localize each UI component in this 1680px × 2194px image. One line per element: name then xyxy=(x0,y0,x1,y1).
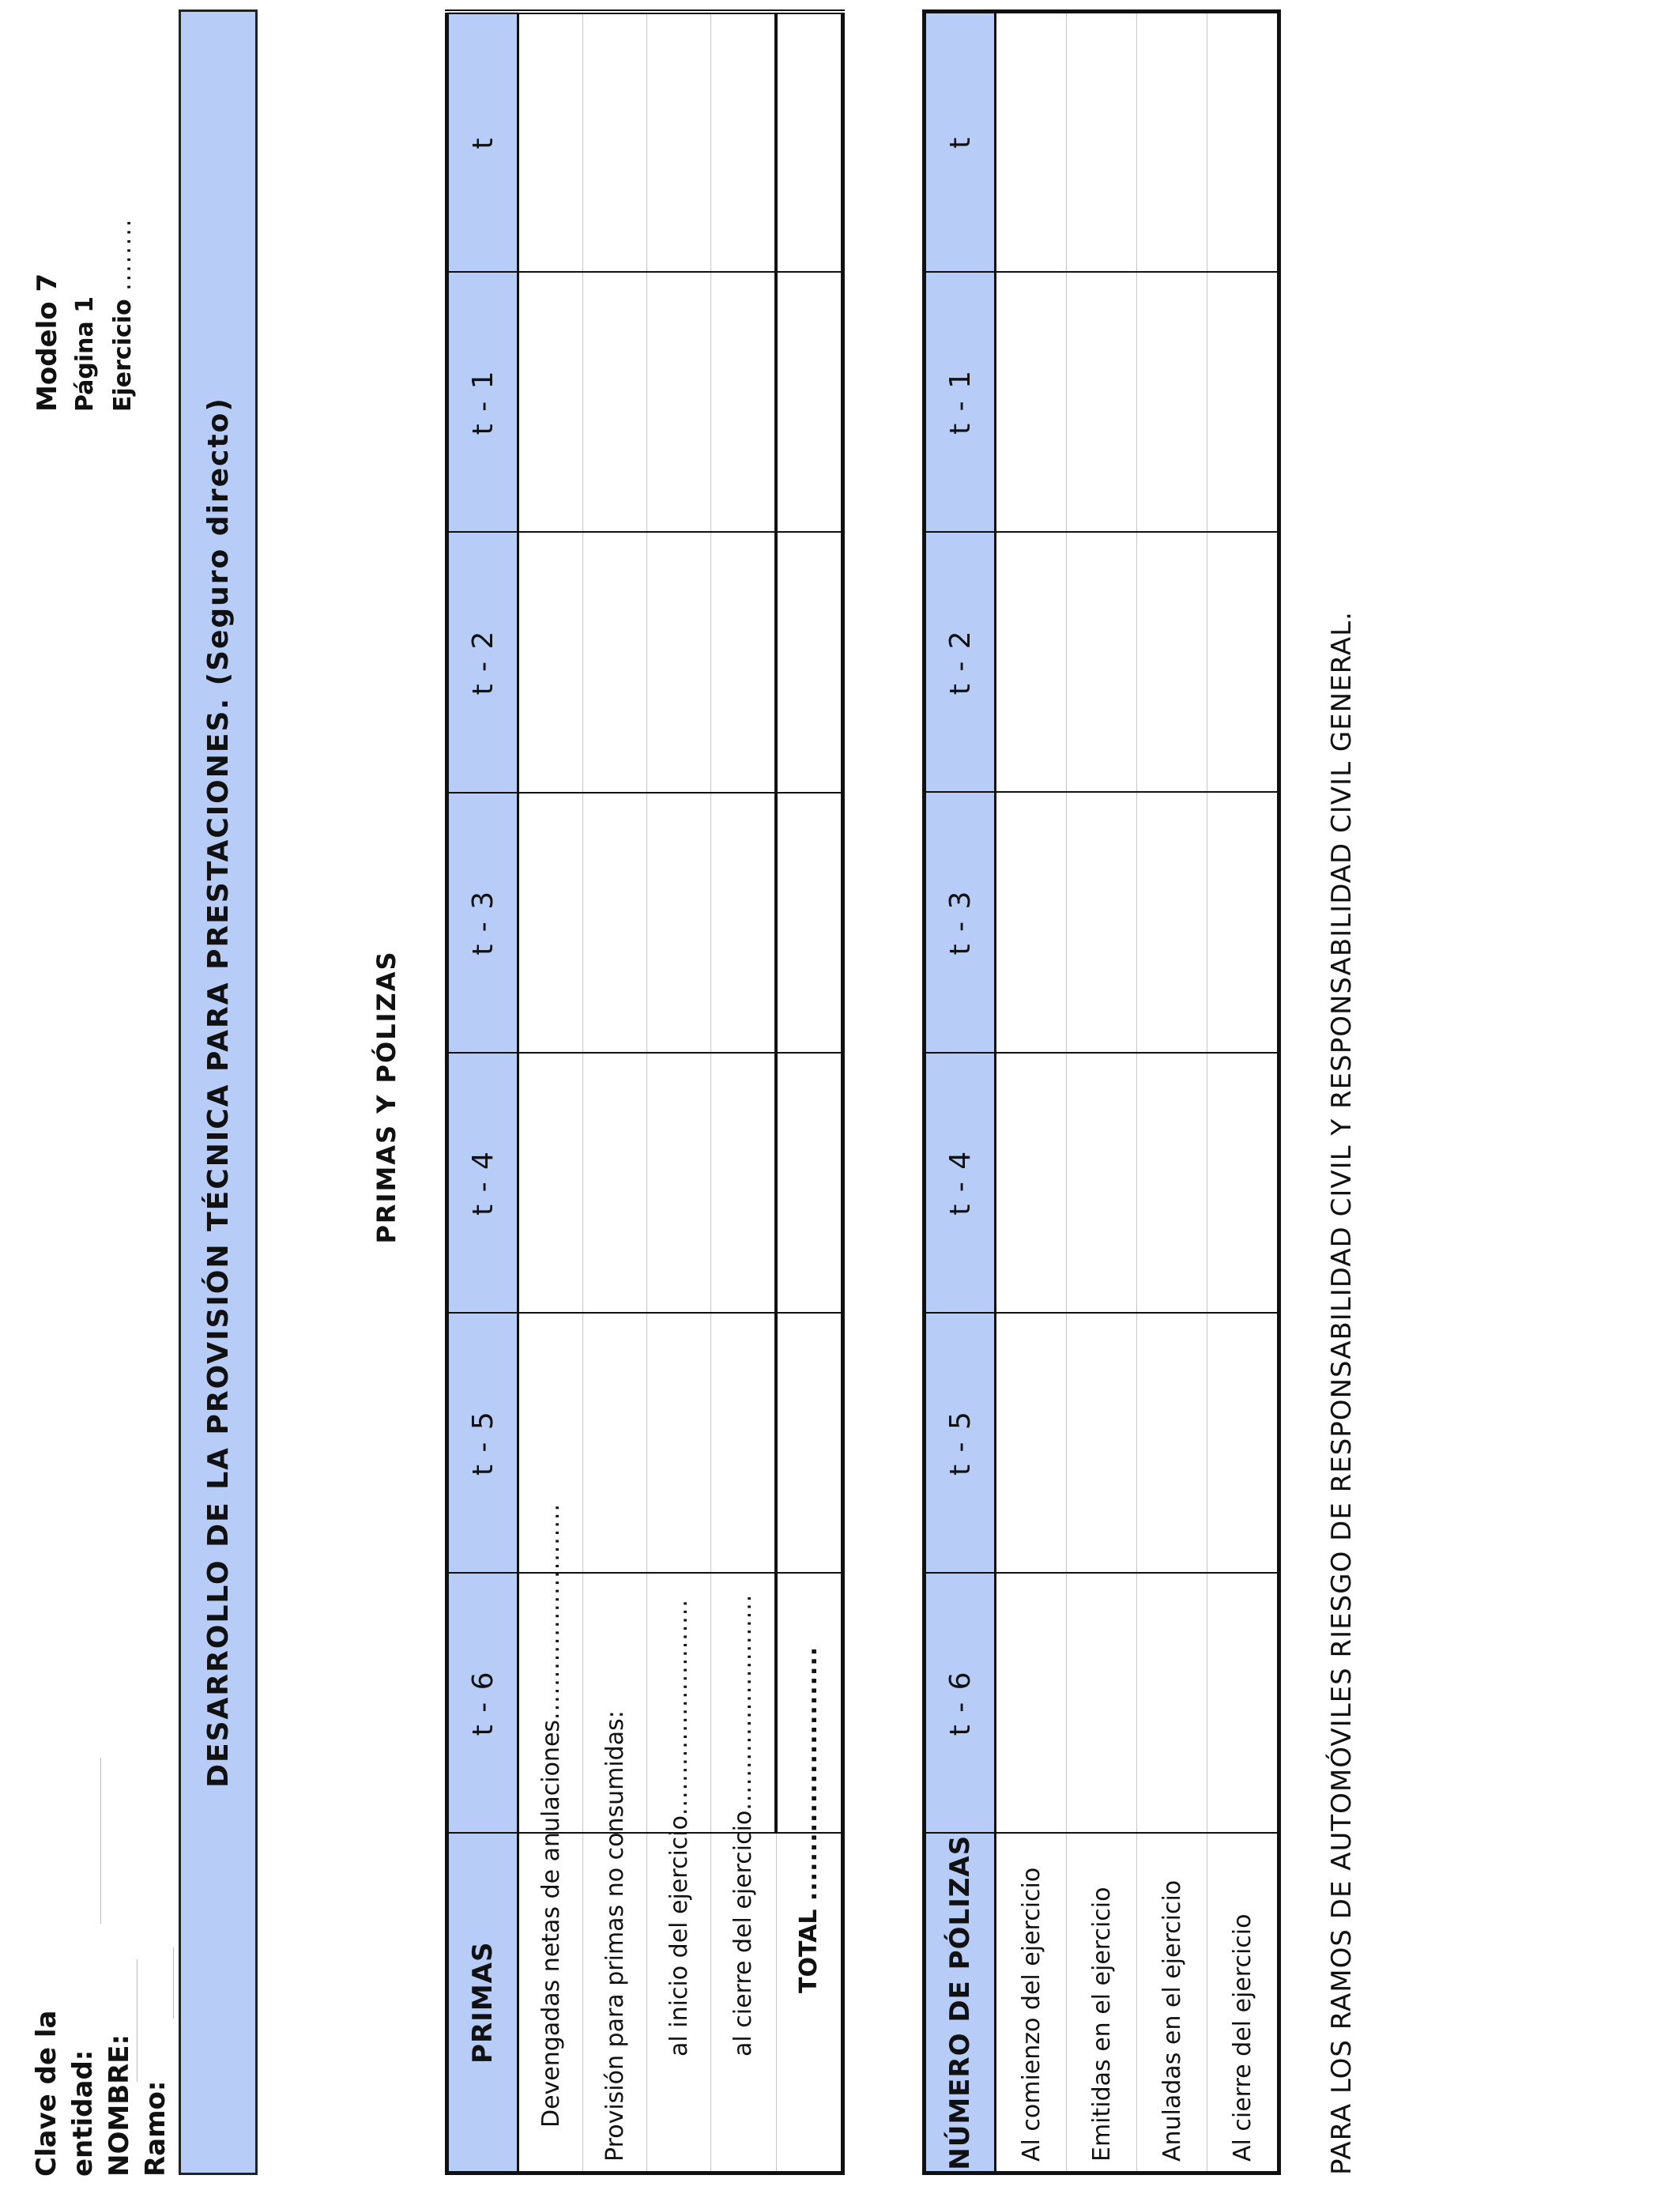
data-cell[interactable] xyxy=(1137,532,1207,792)
table-row xyxy=(518,12,583,2173)
data-cell[interactable] xyxy=(1067,1313,1137,1573)
data-cell[interactable] xyxy=(776,793,843,1053)
column-header-period: t - 3 xyxy=(447,793,518,1053)
data-cell[interactable] xyxy=(1207,1053,1279,1313)
data-cell[interactable] xyxy=(518,12,583,272)
nombre-label: NOMBRE: xyxy=(104,2034,135,2177)
section-title: PRIMAS Y PÓLIZAS xyxy=(371,950,401,1244)
ramo-label: Ramo: xyxy=(140,2080,171,2177)
data-cell[interactable] xyxy=(518,532,583,792)
data-cell[interactable] xyxy=(1067,532,1137,792)
data-cell[interactable] xyxy=(518,793,583,1053)
table-row xyxy=(647,12,711,2173)
data-cell[interactable] xyxy=(647,1313,711,1573)
pagina-label: Página 1 xyxy=(71,296,99,412)
data-cell[interactable] xyxy=(996,272,1067,532)
column-header-period: t - 4 xyxy=(447,1053,518,1313)
data-cell[interactable] xyxy=(647,793,711,1053)
data-cell[interactable] xyxy=(647,272,711,532)
data-cell[interactable] xyxy=(711,272,777,532)
data-cell[interactable] xyxy=(996,532,1067,792)
data-cell[interactable] xyxy=(1137,1573,1207,1833)
table-row xyxy=(711,12,777,2173)
data-cell[interactable] xyxy=(776,1053,843,1313)
row-label: Provisión para primas no consumidas: xyxy=(601,1710,629,2162)
data-cell[interactable] xyxy=(996,1573,1067,1833)
data-cell[interactable] xyxy=(996,12,1067,272)
column-header-period: t - 5 xyxy=(447,1313,518,1573)
data-cell[interactable] xyxy=(1067,1573,1137,1833)
data-cell[interactable] xyxy=(711,1313,777,1573)
column-header-period: t - 4 xyxy=(925,1053,996,1313)
data-cell[interactable] xyxy=(776,1313,843,1573)
data-cell[interactable] xyxy=(1137,272,1207,532)
data-cell[interactable] xyxy=(1207,12,1279,272)
table-header-row xyxy=(925,12,996,2173)
data-cell[interactable] xyxy=(1067,792,1137,1052)
data-cell[interactable] xyxy=(1137,792,1207,1052)
column-header-period: t - 3 xyxy=(925,792,996,1052)
entity-header xyxy=(28,1758,174,2177)
data-cell[interactable] xyxy=(711,532,777,792)
column-header-period: t - 2 xyxy=(447,532,518,792)
data-cell[interactable] xyxy=(776,272,843,532)
column-header-polizas: NÚMERO DE PÓLIZAS xyxy=(925,1834,996,2173)
data-cell[interactable] xyxy=(1207,272,1279,532)
column-header-primas: PRIMAS xyxy=(447,1834,518,2173)
leader-dots: .......................... xyxy=(665,1599,693,1816)
data-cell[interactable] xyxy=(518,1053,583,1313)
table-row xyxy=(996,12,1067,2173)
data-cell[interactable] xyxy=(1137,1053,1207,1313)
data-cell[interactable] xyxy=(1067,12,1137,272)
data-cell[interactable] xyxy=(583,12,647,272)
data-cell[interactable] xyxy=(1137,1313,1207,1573)
column-header-period: t xyxy=(925,12,996,272)
data-cell[interactable] xyxy=(1207,792,1279,1052)
ramo-field[interactable] xyxy=(146,1947,174,2019)
table-row xyxy=(1137,12,1207,2173)
clave-label: Clave de la entidad: xyxy=(31,2010,99,2177)
leader-dots: .......................... xyxy=(729,1593,758,1811)
table-row xyxy=(776,12,843,2173)
footnote: PARA LOS RAMOS DE AUTOMÓVILES RIESGO DE RESPONSABILIDAD CIVIL Y RESPONSABILIDAD CIVIL GENERAL. xyxy=(1326,611,1358,2175)
clave-field[interactable] xyxy=(73,1758,101,1924)
table-row xyxy=(1067,12,1137,2173)
data-cell[interactable] xyxy=(1207,1573,1279,1833)
table-row xyxy=(1207,12,1279,2173)
data-cell[interactable] xyxy=(583,793,647,1053)
data-cell[interactable] xyxy=(1137,12,1207,272)
column-header-period: t - 2 xyxy=(925,532,996,792)
data-cell[interactable] xyxy=(1207,1313,1279,1573)
row-label: al inicio del ejercicio xyxy=(665,1815,693,2056)
model-header xyxy=(28,218,142,412)
data-cell[interactable] xyxy=(776,532,843,792)
row-label: Al cierre del ejercicio xyxy=(1228,1913,1256,2162)
data-cell[interactable] xyxy=(1067,1053,1137,1313)
data-cell[interactable] xyxy=(776,12,843,272)
data-cell[interactable] xyxy=(518,272,583,532)
leader-dots: .......................... xyxy=(537,1503,565,1720)
column-header-period: t xyxy=(447,12,518,272)
data-cell[interactable] xyxy=(711,12,777,272)
data-cell[interactable] xyxy=(1207,532,1279,792)
data-cell[interactable] xyxy=(1067,272,1137,532)
column-header-period: t - 1 xyxy=(447,272,518,532)
ejercicio-label: Ejercicio xyxy=(109,299,137,412)
polizas-table xyxy=(922,9,1281,2175)
row-label: Anuladas en el ejercicio xyxy=(1158,1879,1186,2162)
row-label: al cierre del ejercicio xyxy=(729,1810,758,2056)
data-cell[interactable] xyxy=(996,1053,1067,1313)
data-cell[interactable] xyxy=(583,1313,647,1573)
page-title: DESARROLLO DE LA PROVISIÓN TÉCNICA PARA PRESTACIONES. (Seguro directo) xyxy=(179,9,258,2175)
data-cell[interactable] xyxy=(583,1053,647,1313)
row-label: Emitidas en el ejercicio xyxy=(1087,1887,1116,2162)
modelo-label: Modelo 7 xyxy=(32,273,63,412)
column-header-period: t - 6 xyxy=(447,1573,518,1833)
row-label: Devengadas netas de anulaciones xyxy=(537,1719,565,2128)
data-cell[interactable] xyxy=(647,12,711,272)
data-cell[interactable] xyxy=(996,1313,1067,1573)
data-cell[interactable] xyxy=(647,532,711,792)
column-header-period: t - 6 xyxy=(925,1573,996,1833)
table-header-row xyxy=(447,12,518,2173)
data-cell[interactable] xyxy=(647,1053,711,1313)
ejercicio-field[interactable]: ........ xyxy=(109,217,137,291)
column-header-period: t - 1 xyxy=(925,272,996,532)
primas-table xyxy=(445,9,845,2175)
data-cell[interactable] xyxy=(996,792,1067,1052)
nombre-field[interactable] xyxy=(110,1959,137,2082)
data-cell[interactable] xyxy=(711,1053,777,1313)
table-row xyxy=(583,12,647,2173)
row-label: Al comienzo del ejercicio xyxy=(1017,1867,1045,2162)
column-header-period: t - 5 xyxy=(925,1313,996,1573)
leader-dots: .......................... xyxy=(794,1646,823,1902)
data-cell[interactable] xyxy=(583,532,647,792)
data-cell[interactable] xyxy=(711,793,777,1053)
data-cell[interactable] xyxy=(583,272,647,532)
total-label: TOTAL xyxy=(794,1909,823,1993)
